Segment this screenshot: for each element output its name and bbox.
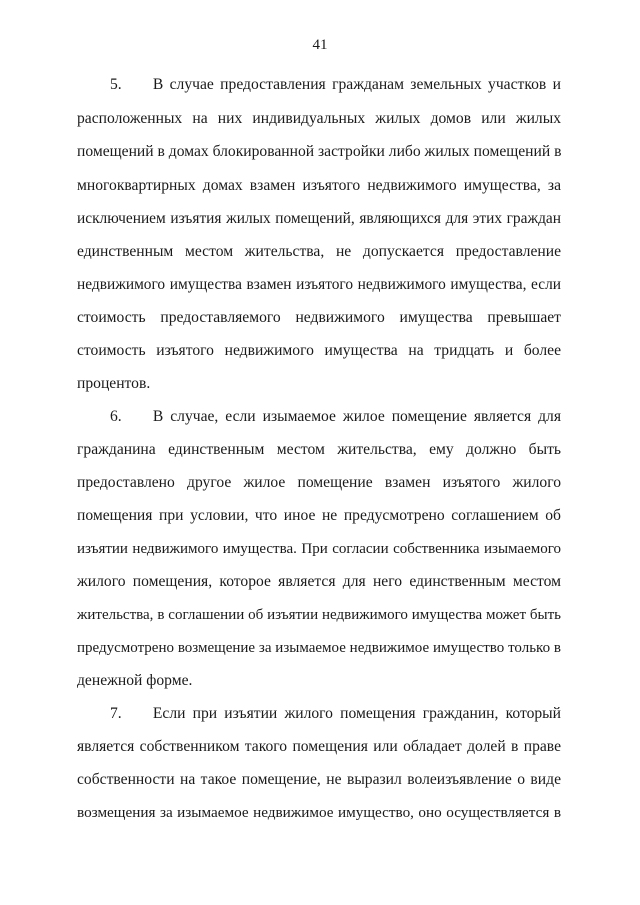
text-line: расположенных на них индивидуальных жилых домов или жилых	[77, 110, 561, 127]
text-line: помещения при условии, что иное не предусмотрено соглашением об	[77, 507, 561, 524]
text-line: возмещения за изымаемое недвижимое имущество, оно осуществляется в	[77, 804, 561, 821]
text-line: единственным местом жительства, не допускается предоставление	[77, 243, 561, 260]
text-line: изъятии недвижимого имущества. При согласии собственника изымаемого	[77, 541, 561, 557]
text-line: стоимость предоставляемого недвижимого имущества превышает	[77, 309, 561, 326]
text-line: собственности на такое помещение, не выразил волеизъявление о виде	[77, 771, 561, 788]
text-line: 6. В случае, если изымаемое жилое помещение является для	[110, 408, 561, 425]
text-line: 5. В случае предоставления гражданам земельных участков и	[110, 76, 561, 93]
text-line: помещений в домах блокированной застройки либо жилых помещений в	[77, 143, 562, 160]
text-line: 7. Если при изъятии жилого помещения гражданин, который	[110, 705, 561, 722]
text-line: предоставлено другое жилое помещение взамен изъятого жилого	[77, 474, 561, 491]
text-line: стоимость изъятого недвижимого имущества на тридцать и более	[77, 342, 561, 359]
text-line: недвижимого имущества взамен изъятого недвижимого имущества, если	[77, 276, 561, 293]
text-line: предусмотрено возмещение за изымаемое недвижимое имущество только в	[77, 640, 561, 656]
page-number: 41	[312, 37, 328, 53]
text-line: многоквартирных домах взамен изъятого недвижимого имущества, за	[77, 177, 561, 194]
text-line: денежной форме.	[77, 672, 193, 689]
text-line: является собственником такого помещения или обладает долей в праве	[77, 738, 561, 755]
text-line: гражданина единственным местом жительства, ему должно быть	[77, 441, 561, 458]
text-line: процентов.	[77, 375, 151, 392]
text-line: исключением изъятия жилых помещений, являющихся для этих граждан	[77, 210, 561, 227]
text-line: жительства, в соглашении об изъятии недвижимого имущества может быть	[77, 607, 561, 623]
text-line: жилого помещения, которое является для него единственным местом	[77, 573, 561, 590]
